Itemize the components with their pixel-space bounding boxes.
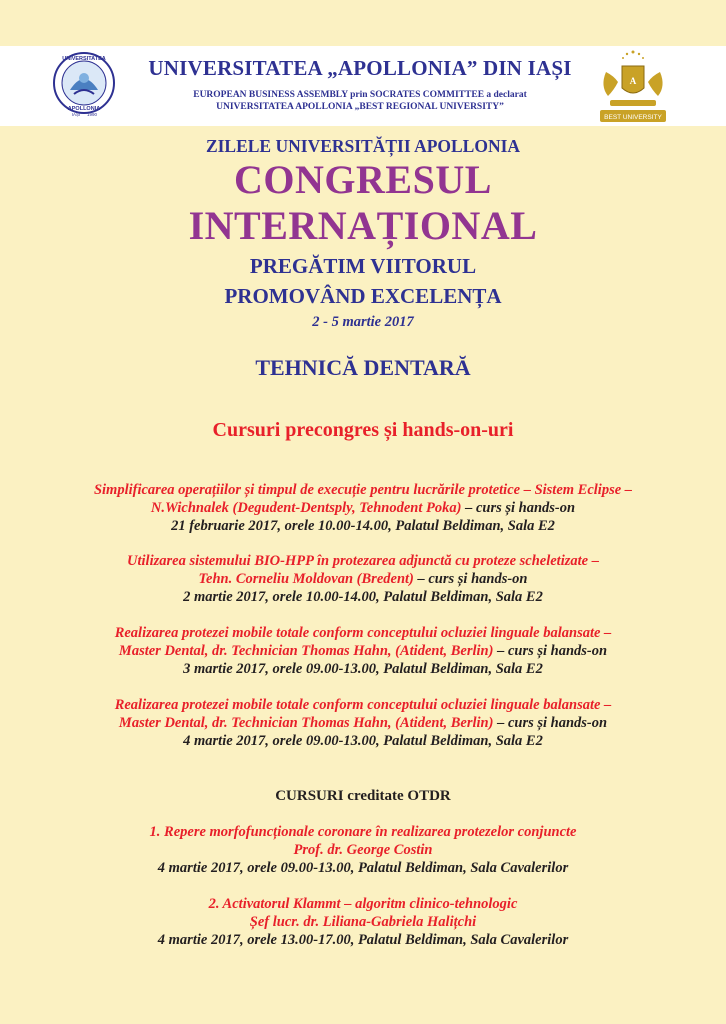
event-kicker: ZILELE UNIVERSITĂȚII APOLLONIA [205,136,521,156]
course-3-title: Realizarea protezei mobile totale conform conceptului ocluziei linguale balansate – [114,625,612,641]
accredited-1-speaker: Prof. dr. George Costin [293,842,433,858]
seal-top-text: UNIVERSITATEA [62,56,106,62]
course-1-when: 21 februarie 2017, orele 10.00-14.00, Palatul Beldiman, Sala E2 [171,518,555,534]
header-subline-1: EUROPEAN BUSINESS ASSEMBLY prin SOCRATES COMMITTEE a declarat [193,90,527,100]
course-2-speaker-line [0,571,726,588]
course-1-type: – curs și hands-on [461,500,576,516]
event-subtitle-line-2: PROMOVÂND EXCELENȚA [224,284,502,308]
seal-year-text: 1990 [86,112,98,117]
university-name: UNIVERSITATEA „APOLLONIA” DIN IAȘI [148,56,572,80]
accredited-1-title: 1. Repere morfofuncționale coronare în realizarea protezelor conjuncte [149,824,577,840]
course-1-title: Simplificarea operațiilor și timpul de execuție pentru lucrările protetice – Sistem Eclipse – [93,482,633,498]
course-2-type: – curs și hands-on [413,571,528,587]
university-seal-logo [52,50,116,120]
course-3-speaker-line [0,643,726,660]
course-4-when: 4 martie 2017, orele 09.00-13.00, Palatul Beldiman, Sala E2 [183,733,543,749]
course-3-type: – curs și hands-on [493,643,608,659]
course-2-title: Utilizarea sistemului BIO-HPP în protezarea adjunctă cu proteze scheletizate – [127,553,599,569]
header-banner [0,46,726,126]
event-title-line-2: INTERNAȚIONAL [188,203,538,248]
event-title-line-1: CONGRESUL [234,157,492,202]
accredited-1-when: 4 martie 2017, orele 09.00-13.00, Palatul Beldiman, Sala Cavalerilor [157,860,569,876]
course-2-when: 2 martie 2017, orele 10.00-14.00, Palatul Beldiman, Sala E2 [183,589,543,605]
course-4-type: – curs și hands-on [493,715,608,731]
accredited-heading: CURSURI creditate OTDR [275,788,451,804]
section-title: TEHNICĂ DENTARĂ [255,355,471,380]
course-1-speaker: N.Wichnalek (Degudent-Dentsply, Tehnodent Poka) [150,500,462,516]
event-subtitle-line-1: PREGĂTIM VIITORUL [249,254,477,278]
course-3-when: 3 martie 2017, orele 09.00-13.00, Palatul Beldiman, Sala E2 [183,661,543,677]
seal-city-text: IAȘI [71,112,81,117]
best-university-badge: BEST UNIVERSITY [604,114,662,121]
accredited-2-speaker: Șef lucr. dr. Liliana-Gabriela Halițchi [249,914,477,930]
course-3-speaker: Master Dental, dr. Technician Thomas Hahn, (Atident, Berlin) [118,643,494,659]
event-dates: 2 - 5 martie 2017 [312,314,414,330]
best-university-crest-logo [596,46,670,124]
accredited-2-title: 2. Activatorul Klammt – algoritm clinico-tehnologic [208,896,518,912]
course-1-speaker-line [0,500,726,517]
svg-text:A: A [629,76,637,86]
course-4-speaker-line [0,715,726,732]
course-4-title: Realizarea protezei mobile totale conform conceptului ocluziei linguale balansate – [114,697,612,713]
courses-heading: Cursuri precongres și hands-on-uri [212,419,514,441]
accredited-2-when: 4 martie 2017, orele 13.00-17.00, Palatul Beldiman, Sala Cavalerilor [157,932,569,948]
seal-bottom-text: APOLLONIA [67,106,101,112]
header-subline-2: UNIVERSITATEA APOLLONIA „BEST REGIONAL UNIVERSITY” [216,102,504,112]
course-4-speaker: Master Dental, dr. Technician Thomas Hahn, (Atident, Berlin) [118,715,494,731]
course-2-speaker: Tehn. Corneliu Moldovan (Bredent) [198,571,414,587]
